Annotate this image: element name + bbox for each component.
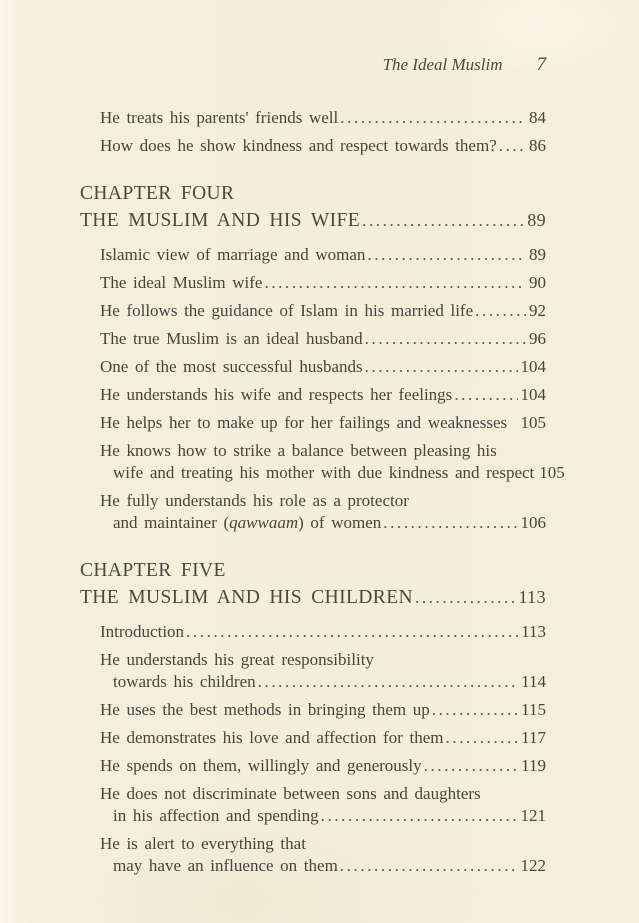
toc-entry bbox=[100, 107, 546, 129]
entry-text: wife and treating his mother with due kindness and respect bbox=[113, 463, 535, 482]
entry-line-text bbox=[100, 356, 363, 378]
chapter-page-number: 89 bbox=[527, 210, 546, 230]
entry-line-text bbox=[100, 755, 422, 777]
chapter-heading bbox=[80, 181, 546, 234]
chapter-title-line bbox=[80, 584, 546, 611]
entry-text: He understands his wife and respects her feelings bbox=[100, 385, 453, 404]
toc-entry-line bbox=[100, 300, 546, 322]
toc-entry-line bbox=[100, 384, 546, 406]
entry-page-number: 104 bbox=[520, 385, 546, 404]
table-of-contents bbox=[80, 107, 565, 877]
dot-leader bbox=[186, 621, 518, 643]
dot-leader bbox=[362, 208, 524, 234]
dot-leader bbox=[446, 727, 519, 749]
chapter-title-line bbox=[80, 207, 546, 234]
entry-page-number: 92 bbox=[529, 301, 546, 320]
toc-entry bbox=[100, 833, 546, 877]
chapter-title: THE MUSLIM AND HIS WIFE bbox=[80, 210, 361, 231]
entry-text: The true Muslim is an ideal husband bbox=[100, 329, 363, 348]
entry-text: towards his children bbox=[113, 672, 256, 691]
entry-text: He understands his great responsibility bbox=[100, 650, 374, 669]
chapter-title: THE MUSLIM AND HIS CHILDREN bbox=[80, 587, 413, 608]
entry-page-number: 105 bbox=[539, 463, 565, 482]
chapter-label: CHAPTER FOUR bbox=[80, 183, 235, 204]
entry-line-text bbox=[100, 805, 319, 827]
entry-page-number: 90 bbox=[529, 273, 546, 292]
dot-leader bbox=[509, 412, 517, 434]
entry-line-text bbox=[100, 462, 534, 484]
entry-page-number: 122 bbox=[520, 856, 546, 875]
toc-entry bbox=[100, 300, 546, 322]
toc-entry-line bbox=[100, 649, 546, 671]
entry-text: One of the most successful husbands bbox=[100, 357, 363, 376]
entry-page-number: 96 bbox=[529, 329, 546, 348]
entry-line-text bbox=[100, 272, 262, 294]
toc-entry bbox=[100, 649, 546, 693]
toc-entry bbox=[100, 783, 546, 827]
toc-entry-line bbox=[100, 244, 546, 266]
toc-entry bbox=[100, 490, 546, 534]
entry-line-text bbox=[100, 384, 452, 406]
entry-text: Islamic view of marriage and woman bbox=[100, 245, 366, 264]
toc-entry bbox=[100, 272, 546, 294]
entry-line-text bbox=[100, 727, 444, 749]
toc-entry-line bbox=[100, 512, 546, 534]
toc-entry-line bbox=[100, 490, 546, 512]
entry-text: He knows how to strike a balance between pleasing his bbox=[100, 441, 497, 460]
entry-line-text bbox=[100, 440, 497, 462]
entry-text: He fully understands his role as a protector bbox=[100, 491, 409, 510]
entry-line-text bbox=[100, 855, 338, 877]
entry-page-number: 106 bbox=[520, 513, 546, 532]
entry-line-text bbox=[100, 699, 430, 721]
toc-entry bbox=[100, 328, 546, 350]
entry-text: He follows the guidance of Islam in his married life bbox=[100, 301, 474, 320]
dot-leader bbox=[367, 244, 526, 266]
dot-leader bbox=[424, 755, 518, 777]
dot-leader bbox=[475, 300, 526, 322]
chapter-page-number: 113 bbox=[518, 587, 546, 607]
dot-leader bbox=[454, 384, 517, 406]
entry-line-text bbox=[100, 783, 481, 805]
running-header bbox=[80, 54, 546, 76]
toc-entry-line bbox=[100, 727, 546, 749]
entry-text: ) of women bbox=[298, 513, 382, 532]
entry-text: He spends on them, willingly and generously bbox=[100, 756, 422, 775]
dot-leader bbox=[264, 272, 526, 294]
entry-text: He treats his parents' friends well bbox=[100, 108, 339, 127]
entry-text: in his affection and spending bbox=[113, 806, 319, 825]
entry-line-text bbox=[100, 833, 306, 855]
entry-line-text bbox=[100, 300, 473, 322]
entry-text: He helps her to make up for her failings and weaknesses bbox=[100, 413, 508, 432]
entry-page-number: 115 bbox=[521, 700, 546, 719]
toc-entry bbox=[100, 440, 565, 484]
entry-text: qawwaam bbox=[229, 513, 299, 532]
toc-entry-line bbox=[100, 783, 546, 805]
dot-leader bbox=[432, 699, 518, 721]
toc-entry-line bbox=[100, 356, 546, 378]
entry-page-number: 84 bbox=[529, 108, 546, 127]
toc-entry-line bbox=[100, 412, 546, 434]
toc-entry-line bbox=[100, 135, 546, 157]
toc-entry-line bbox=[100, 440, 546, 462]
dot-leader bbox=[340, 107, 526, 129]
page-number: 7 bbox=[536, 54, 546, 75]
entry-page-number: 113 bbox=[521, 622, 546, 641]
entry-page-number: 114 bbox=[521, 672, 546, 691]
toc-entry bbox=[100, 384, 546, 406]
dot-leader bbox=[321, 805, 518, 827]
toc-entry-line bbox=[100, 755, 546, 777]
entry-line-text bbox=[100, 649, 374, 671]
entry-line-text bbox=[100, 512, 381, 534]
running-header-title: The Ideal Muslim bbox=[382, 55, 503, 74]
entry-page-number: 117 bbox=[521, 728, 546, 747]
entry-page-number: 121 bbox=[520, 806, 546, 825]
toc-entry-line bbox=[100, 621, 546, 643]
dot-leader bbox=[258, 671, 519, 693]
entry-text: The ideal Muslim wife bbox=[100, 273, 263, 292]
toc-entry-line bbox=[100, 272, 546, 294]
entry-line-text bbox=[100, 621, 184, 643]
toc-entry-line bbox=[100, 462, 565, 484]
toc-entry-line bbox=[100, 107, 546, 129]
dot-leader bbox=[383, 512, 517, 534]
dot-leader bbox=[340, 855, 518, 877]
toc-entry-line bbox=[100, 855, 546, 877]
toc-entry bbox=[100, 244, 546, 266]
entry-line-text bbox=[100, 244, 365, 266]
toc-entry bbox=[100, 135, 546, 157]
toc-entry bbox=[100, 356, 546, 378]
dot-leader bbox=[365, 328, 526, 350]
entry-text: He uses the best methods in bringing them up bbox=[100, 700, 430, 719]
dot-leader bbox=[499, 135, 526, 157]
entry-text: may have an influence on them bbox=[113, 856, 338, 875]
entry-line-text bbox=[100, 328, 363, 350]
toc-entry-line bbox=[100, 699, 546, 721]
entry-page-number: 105 bbox=[520, 413, 546, 432]
toc-entry bbox=[100, 621, 546, 643]
toc-entry bbox=[100, 755, 546, 777]
toc-entry-line bbox=[100, 833, 546, 855]
entry-text: He demonstrates his love and affection for them bbox=[100, 728, 444, 747]
toc-entry bbox=[100, 727, 546, 749]
entry-line-text bbox=[100, 107, 338, 129]
toc-entry-line bbox=[100, 671, 546, 693]
dot-leader bbox=[415, 585, 515, 611]
entry-page-number: 89 bbox=[529, 245, 546, 264]
chapter-heading bbox=[80, 558, 546, 611]
toc-entry bbox=[100, 412, 546, 434]
entry-line-text bbox=[100, 490, 409, 512]
chapter-label: CHAPTER FIVE bbox=[80, 560, 226, 581]
toc-entry-line bbox=[100, 805, 546, 827]
entry-page-number: 119 bbox=[521, 756, 546, 775]
toc-entry bbox=[100, 699, 546, 721]
entry-text: Introduction bbox=[100, 622, 185, 641]
entry-page-number: 104 bbox=[520, 357, 546, 376]
entry-text: He does not discriminate between sons and daughters bbox=[100, 784, 481, 803]
entry-line-text bbox=[100, 412, 507, 434]
entry-page-number: 86 bbox=[529, 136, 546, 155]
entry-line-text bbox=[100, 671, 256, 693]
toc-entry-line bbox=[100, 328, 546, 350]
entry-text: How does he show kindness and respect towards them? bbox=[100, 136, 497, 155]
dot-leader bbox=[365, 356, 518, 378]
entry-line-text bbox=[100, 135, 497, 157]
entry-text: and maintainer ( bbox=[113, 513, 230, 532]
entry-text: He is alert to everything that bbox=[100, 834, 306, 853]
